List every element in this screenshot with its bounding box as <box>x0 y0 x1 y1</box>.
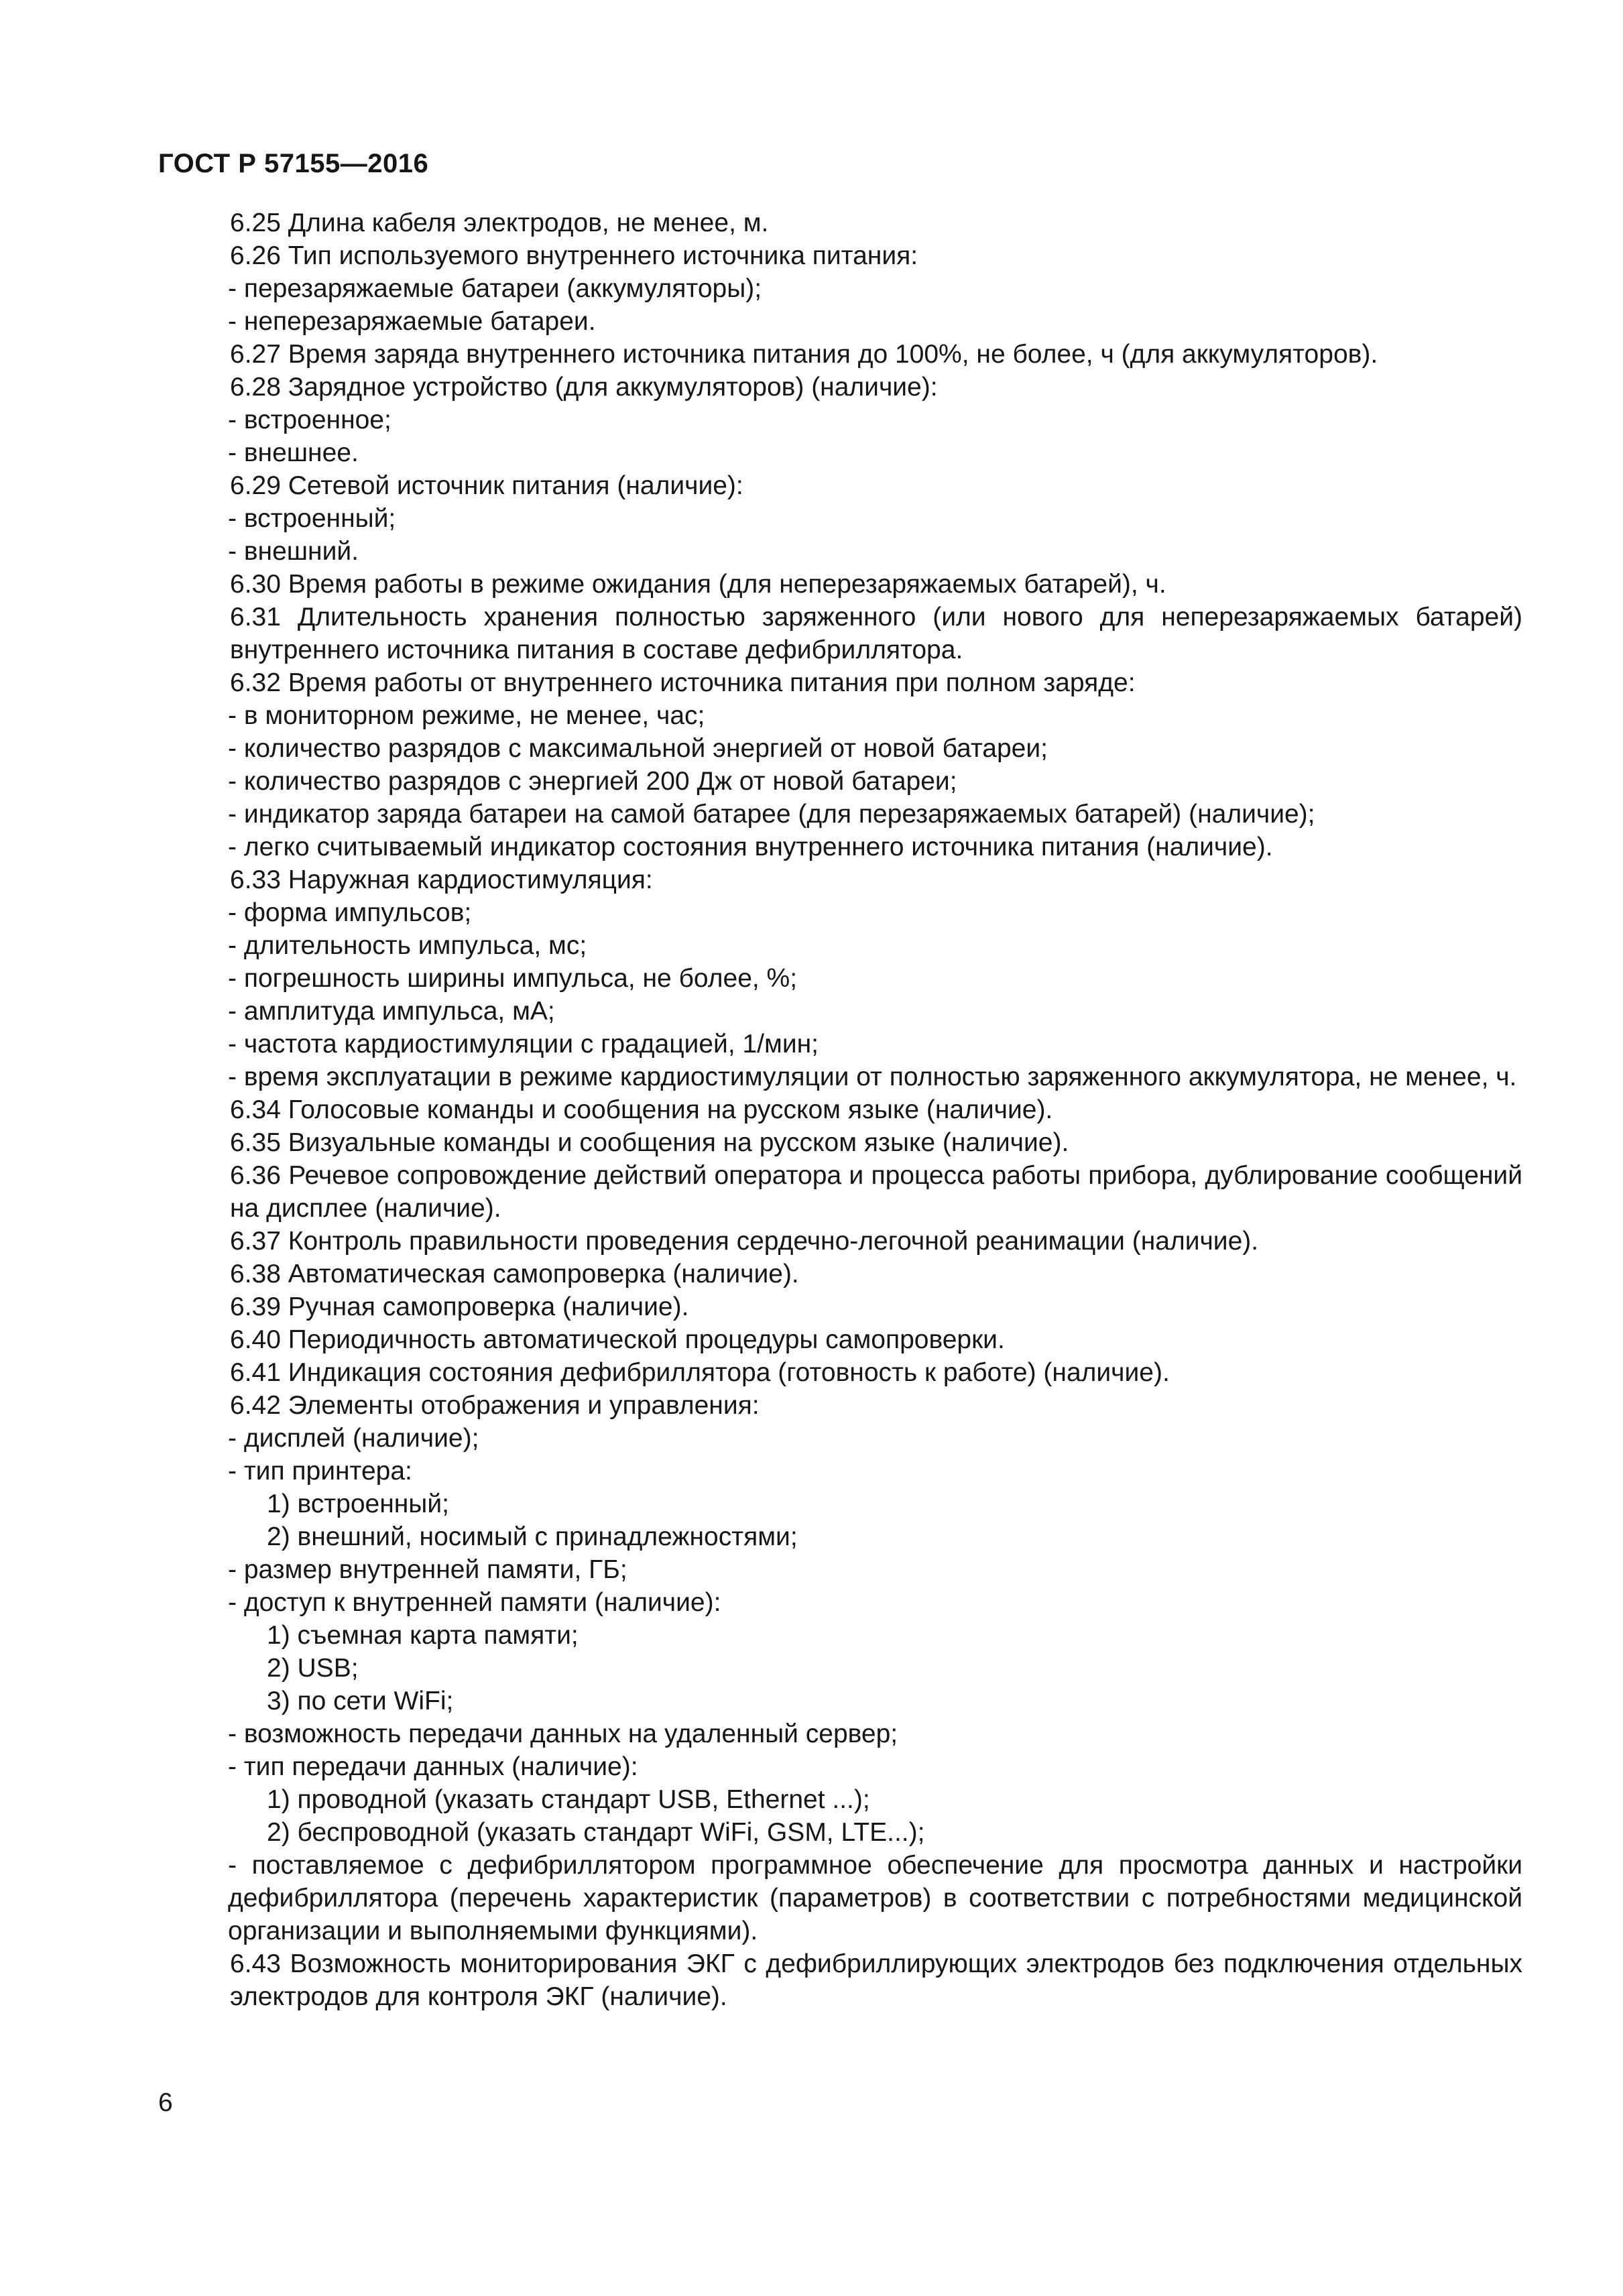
paragraph-line: - перезаряжаемые батареи (аккумуляторы); <box>228 274 762 303</box>
document-body <box>158 206 1522 2013</box>
paragraph-line: - встроенный; <box>228 504 396 533</box>
paragraph-line: - встроенное; <box>228 406 392 434</box>
paragraph-line: - тип принтера: <box>228 1457 412 1486</box>
paragraph-line: 6.43 Возможность мониторирования ЭКГ с дефибриллирующих электродов без подключения отдельных электродов для контроля ЭКГ (наличие). <box>230 1949 1522 2011</box>
paragraph-line: 2) беспроводной (указать стандарт WiFi, GSM, LTE...); <box>267 1818 925 1847</box>
paragraph-line: - амплитуда импульса, мА; <box>228 997 555 1026</box>
paragraph-line: 6.35 Визуальные команды и сообщения на русском языке (наличие). <box>230 1128 1069 1157</box>
paragraph-line: - внешний. <box>228 537 359 566</box>
paragraph-line: 6.25 Длина кабеля электродов, не менее, м. <box>230 208 769 237</box>
paragraph-line: - легко считываемый индикатор состояния внутреннего источника питания (наличие). <box>228 833 1273 861</box>
paragraph-line: 6.31 Длительность хранения полностью заряженного (или нового для неперезаряжаемых батарей) внутреннего источника питания в составе дефибриллятора. <box>230 603 1522 664</box>
paragraph-line: 6.33 Наружная кардиостимуляция: <box>230 865 653 894</box>
paragraph-line: - количество разрядов с максимальной энергией от новой батареи; <box>228 734 1048 763</box>
paragraph-line: - доступ к внутренней памяти (наличие): <box>228 1588 721 1617</box>
paragraph-line: - в мониторном режиме, не менее, час; <box>228 701 705 730</box>
paragraph-line: - дисплей (наличие); <box>228 1424 479 1453</box>
paragraph-line: 6.42 Элементы отображения и управления: <box>230 1391 760 1420</box>
paragraph-line: - внешнее. <box>228 438 359 467</box>
paragraph-line: 6.40 Периодичность автоматической процедуры самопроверки. <box>230 1325 1005 1354</box>
paragraph-line: - частота кардиостимуляции с градацией, 1/мин; <box>228 1030 819 1059</box>
paragraph-line: 6.30 Время работы в режиме ожидания (для неперезаряжаемых батарей), ч. <box>230 570 1166 599</box>
paragraph-line: - возможность передачи данных на удаленный сервер; <box>228 1719 898 1748</box>
paragraph-line: 1) съемная карта памяти; <box>267 1621 579 1650</box>
paragraph-line: - количество разрядов с энергией 200 Дж от новой батареи; <box>228 767 957 796</box>
paragraph-line: - тип передачи данных (наличие): <box>228 1752 638 1781</box>
paragraph-line: 6.41 Индикация состояния дефибриллятора (готовность к работе) (наличие). <box>230 1358 1170 1387</box>
paragraph-line: 6.38 Автоматическая самопроверка (наличие). <box>230 1260 799 1288</box>
paragraph-line: - индикатор заряда батареи на самой батарее (для перезаряжаемых батарей) (наличие); <box>228 800 1315 829</box>
paragraph-line: 2) внешний, носимый с принадлежностями; <box>267 1522 798 1551</box>
paragraph-line: - длительность импульса, мс; <box>228 931 587 960</box>
paragraph-line: - поставляемое с дефибриллятором программное обеспечение для просмотра данных и настройки дефибриллятора (перечень характеристик (параметров) в соответствии с потребностями медицинской организации и выполняемыми функциями). <box>228 1851 1522 1945</box>
paragraph-line: - неперезаряжаемые батареи. <box>228 307 596 336</box>
paragraph-line: 6.36 Речевое сопровождение действий оператора и процесса работы прибора, дублирование сообщений на дисплее (наличие). <box>230 1161 1522 1223</box>
paragraph-line: 6.34 Голосовые команды и сообщения на русском языке (наличие). <box>230 1095 1053 1124</box>
paragraph-line: 2) USB; <box>267 1654 359 1683</box>
paragraph-line: 6.32 Время работы от внутреннего источника питания при полном заряде: <box>230 668 1136 697</box>
paragraph-line: - время эксплуатации в режиме кардиостимуляции от полностью заряженного аккумулятора, не менее, ч. <box>228 1063 1517 1091</box>
paragraph-line: 6.29 Сетевой источник питания (наличие): <box>230 471 743 500</box>
paragraph-line: 6.37 Контроль правильности проведения сердечно-легочной реанимации (наличие). <box>230 1227 1259 1256</box>
paragraph-line: 6.27 Время заряда внутреннего источника питания до 100%, не более, ч (для аккумуляторов). <box>230 340 1378 369</box>
paragraph-line: 6.26 Тип используемого внутреннего источника питания: <box>230 241 918 270</box>
paragraph-line: 6.28 Зарядное устройство (для аккумуляторов) (наличие): <box>230 373 938 402</box>
document-code-header: ГОСТ Р 57155—2016 <box>158 149 429 178</box>
paragraph-line: - размер внутренней памяти, ГБ; <box>228 1555 627 1584</box>
paragraph-line: 1) встроенный; <box>267 1490 449 1518</box>
paragraph-line: 1) проводной (указать стандарт USB, Ethernet ...); <box>267 1785 870 1814</box>
page-number: 6 <box>158 2088 173 2117</box>
paragraph-line: 3) по сети WiFi; <box>267 1687 454 1715</box>
paragraph-line: 6.39 Ручная самопроверка (наличие). <box>230 1292 689 1321</box>
paragraph-line: - форма импульсов; <box>228 898 472 927</box>
paragraph-line: - погрешность ширины импульса, не более, %; <box>228 964 798 993</box>
